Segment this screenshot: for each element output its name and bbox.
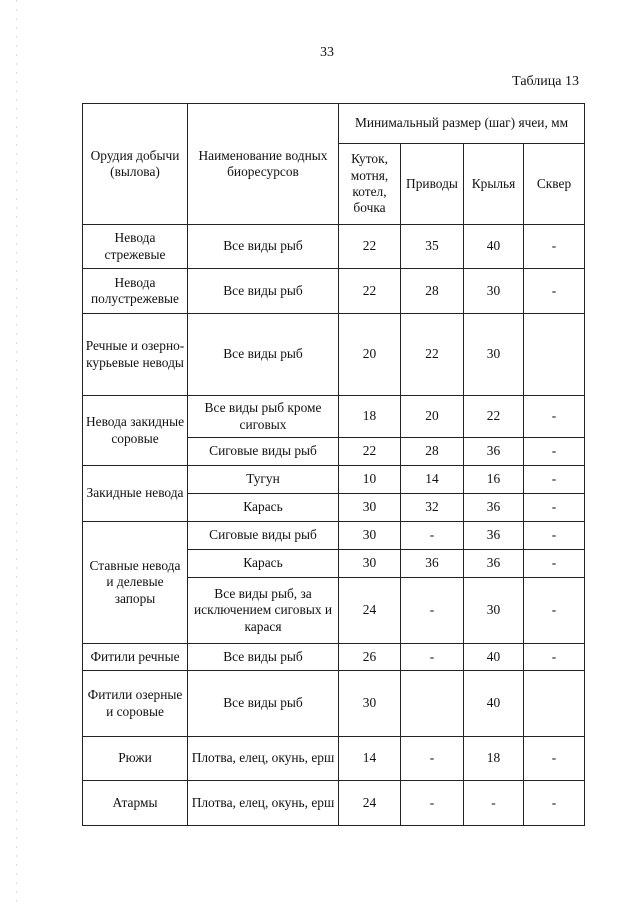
privody-cell: 20 xyxy=(401,396,464,438)
table-row xyxy=(83,781,585,826)
kutok-cell: 14 xyxy=(339,737,401,781)
krylya-cell: 36 xyxy=(464,522,524,550)
species-cell: Плотва, елец, окунь, ерш xyxy=(188,737,339,781)
krylya-cell: 36 xyxy=(464,438,524,466)
kutok-cell: 26 xyxy=(339,644,401,671)
privody-cell: 28 xyxy=(401,438,464,466)
table-row xyxy=(83,466,585,494)
scan-edge-mark xyxy=(16,0,17,905)
species-cell: Сиговые виды рыб xyxy=(188,522,339,550)
krylya-cell: 30 xyxy=(464,314,524,396)
krylya-cell: 16 xyxy=(464,466,524,494)
species-cell: Все виды рыб xyxy=(188,314,339,396)
mesh-size-table xyxy=(82,103,585,826)
gear-cell: Речные и озерно-курьевые неводы xyxy=(83,314,188,396)
header-gear: Орудия добычи (вылова) xyxy=(83,104,188,225)
skver-cell: - xyxy=(524,644,585,671)
kutok-cell: 30 xyxy=(339,671,401,737)
kutok-cell: 18 xyxy=(339,396,401,438)
gear-cell: Невода стрежевые xyxy=(83,225,188,269)
krylya-cell: 30 xyxy=(464,269,524,314)
kutok-cell: 30 xyxy=(339,522,401,550)
table-caption: Таблица 13 xyxy=(512,74,579,89)
krylya-cell: 36 xyxy=(464,550,524,578)
skver-cell: - xyxy=(524,550,585,578)
skver-cell: - xyxy=(524,494,585,522)
krylya-cell: 40 xyxy=(464,225,524,269)
privody-cell: 35 xyxy=(401,225,464,269)
gear-cell: Рюжи xyxy=(83,737,188,781)
gear-cell: Фитили речные xyxy=(83,644,188,671)
species-cell: Сиговые виды рыб xyxy=(188,438,339,466)
gear-cell: Фитили озерные и соровые xyxy=(83,671,188,737)
kutok-cell: 30 xyxy=(339,494,401,522)
gear-cell: Невода закидные соровые xyxy=(83,396,188,466)
header-mesh-group: Минимальный размер (шаг) ячеи, мм xyxy=(339,104,585,144)
kutok-cell: 22 xyxy=(339,269,401,314)
table-row xyxy=(83,644,585,671)
skver-cell: - xyxy=(524,396,585,438)
skver-cell: - xyxy=(524,781,585,826)
krylya-cell: 30 xyxy=(464,578,524,644)
skver-cell: - xyxy=(524,269,585,314)
table-row xyxy=(83,225,585,269)
skver-cell xyxy=(524,671,585,737)
table-row xyxy=(83,671,585,737)
skver-cell: - xyxy=(524,578,585,644)
header-privody: Приводы xyxy=(401,144,464,225)
kutok-cell: 24 xyxy=(339,578,401,644)
species-cell: Плотва, елец, окунь, ерш xyxy=(188,781,339,826)
skver-cell: - xyxy=(524,225,585,269)
skver-cell: - xyxy=(524,737,585,781)
kutok-cell: 30 xyxy=(339,550,401,578)
privody-cell: - xyxy=(401,644,464,671)
table-row xyxy=(83,737,585,781)
gear-cell: Ставные невода и делевые запоры xyxy=(83,522,188,644)
species-cell: Все виды рыб xyxy=(188,644,339,671)
skver-cell: - xyxy=(524,438,585,466)
kutok-cell: 22 xyxy=(339,438,401,466)
species-cell: Все виды рыб, за исключением сиговых и карася xyxy=(188,578,339,644)
privody-cell xyxy=(401,671,464,737)
table-row xyxy=(83,314,585,396)
species-cell: Все виды рыб xyxy=(188,269,339,314)
kutok-cell: 24 xyxy=(339,781,401,826)
gear-cell: Невода полустрежевые xyxy=(83,269,188,314)
header-krylya: Крылья xyxy=(464,144,524,225)
table-body xyxy=(83,225,585,826)
kutok-cell: 22 xyxy=(339,225,401,269)
privody-cell: 32 xyxy=(401,494,464,522)
table-row xyxy=(83,522,585,550)
species-cell: Все виды рыб xyxy=(188,225,339,269)
kutok-cell: 20 xyxy=(339,314,401,396)
table-row xyxy=(83,269,585,314)
skver-cell xyxy=(524,314,585,396)
skver-cell: - xyxy=(524,522,585,550)
species-cell: Карась xyxy=(188,550,339,578)
table-header xyxy=(83,104,585,225)
gear-cell: Закидные невода xyxy=(83,466,188,522)
privody-cell: 36 xyxy=(401,550,464,578)
krylya-cell: 18 xyxy=(464,737,524,781)
skver-cell: - xyxy=(524,466,585,494)
privody-cell: - xyxy=(401,578,464,644)
species-cell: Все виды рыб xyxy=(188,671,339,737)
species-cell: Все виды рыб кроме сиговых xyxy=(188,396,339,438)
kutok-cell: 10 xyxy=(339,466,401,494)
krylya-cell: 36 xyxy=(464,494,524,522)
header-kutok: Куток, мотня, котел, бочка xyxy=(339,144,401,225)
privody-cell: 22 xyxy=(401,314,464,396)
gear-cell: Атармы xyxy=(83,781,188,826)
privody-cell: - xyxy=(401,522,464,550)
header-species: Наименование водных биоресурсов xyxy=(188,104,339,225)
krylya-cell: 40 xyxy=(464,671,524,737)
privody-cell: - xyxy=(401,737,464,781)
privody-cell: 14 xyxy=(401,466,464,494)
page-number: 33 xyxy=(320,45,334,60)
table-row xyxy=(83,396,585,438)
krylya-cell: 40 xyxy=(464,644,524,671)
privody-cell: - xyxy=(401,781,464,826)
privody-cell: 28 xyxy=(401,269,464,314)
krylya-cell: 22 xyxy=(464,396,524,438)
header-skver: Сквер xyxy=(524,144,585,225)
species-cell: Карась xyxy=(188,494,339,522)
species-cell: Тугун xyxy=(188,466,339,494)
krylya-cell: - xyxy=(464,781,524,826)
